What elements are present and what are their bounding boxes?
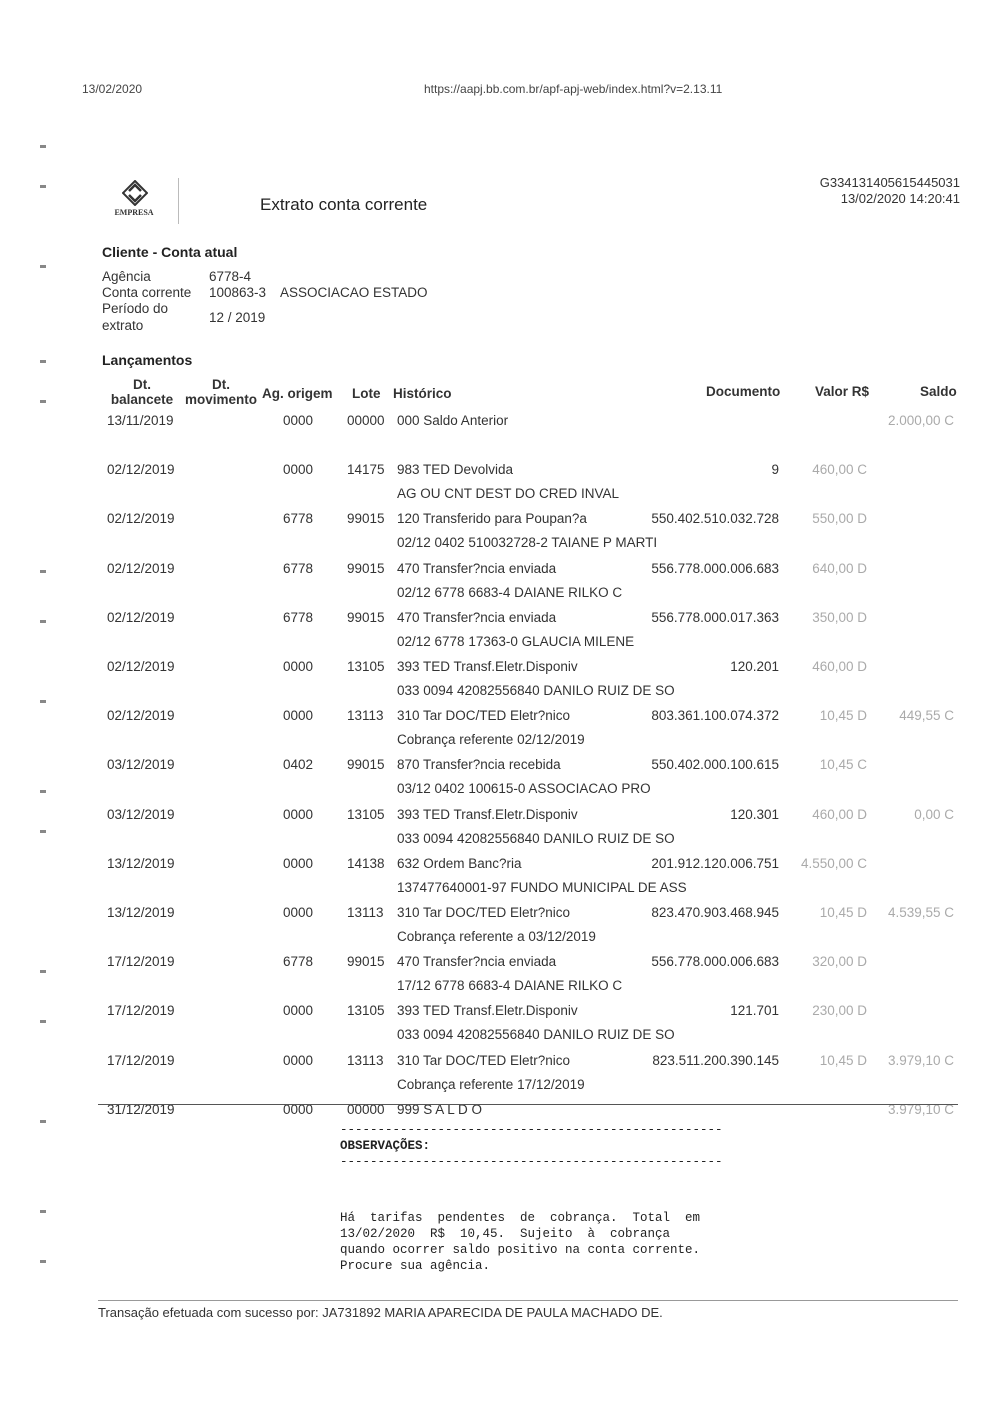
agencia-value: 6778-4 [209, 269, 252, 284]
table-row [0, 954, 992, 1002]
row-documento: 550.402.510.032.728 [651, 511, 779, 527]
row-documento: 201.912.120.006.751 [651, 855, 779, 871]
table-separator [98, 1104, 958, 1105]
table-row [0, 856, 992, 904]
row-documento: 823.511.200.390.145 [652, 1052, 779, 1068]
table-row [0, 561, 992, 609]
table-row [0, 757, 992, 805]
bank-logo [100, 178, 179, 224]
row-historico-detail: Cobrança referente 17/12/2019 [397, 1076, 585, 1092]
row-ag-origem: 0000 [283, 708, 314, 724]
footer-text: Transação efetuada com sucesso por: JA731892 MARIA APARECIDA DE PAULA MACHADO DE. [98, 1305, 663, 1320]
row-ag-origem: 6778 [283, 609, 314, 625]
table-row [0, 807, 992, 855]
row-valor: 320,00 D [812, 954, 867, 970]
row-ag-origem: 6778 [283, 954, 314, 970]
row-documento: 9 [771, 462, 779, 478]
header-dt-movimento-line2: movimento [184, 392, 257, 407]
row-documento: 120.301 [730, 806, 779, 822]
row-historico: 120 Transferido para Poupan?a [397, 511, 587, 527]
row-valor: 10,45 D [819, 708, 867, 724]
row-date: 13/12/2019 [107, 905, 175, 920]
periodo-label-1: Período do [102, 301, 169, 316]
table-row [0, 905, 992, 953]
row-valor: 4.550,00 C [800, 855, 867, 871]
row-lote: 13113 [347, 905, 384, 920]
row-date: 13/11/2019 [107, 413, 174, 428]
row-historico: 393 TED Transf.Eletr.Disponiv [397, 806, 578, 822]
row-lote: 13105 [347, 659, 385, 674]
row-valor: 460,00 C [812, 462, 867, 478]
row-valor: 230,00 D [812, 1003, 867, 1019]
table-row [0, 1003, 992, 1051]
row-saldo: 3.979,10 C [887, 1052, 954, 1068]
row-valor: 550,00 D [812, 511, 867, 527]
row-valor: 350,00 D [812, 609, 867, 625]
row-ag-origem: 0000 [283, 905, 314, 920]
footer-separator [98, 1300, 958, 1301]
transaction-datetime: 13/02/2020 14:20:41 [840, 191, 960, 206]
row-lote: 13113 [347, 1052, 384, 1068]
row-date: 13/12/2019 [107, 855, 175, 871]
row-historico-detail: 17/12 6778 6683-4 DAIANE RILKO C [397, 978, 623, 994]
row-historico-detail: 02/12 0402 510032728-2 TAIANE P MARTI [397, 535, 658, 551]
obs-dashes-top: --------------------------------------------------- [340, 1123, 723, 1137]
row-lote: 99015 [347, 511, 385, 527]
row-lote: 00000 [347, 413, 385, 428]
row-date: 17/12/2019 [107, 1052, 175, 1068]
row-valor: 460,00 D [812, 806, 867, 822]
row-valor: 640,00 D [812, 560, 867, 576]
header-documento: Documento [706, 384, 781, 399]
obs-line-2: 13/02/2020 R$ 10,45. Sujeito à cobrança [340, 1227, 671, 1241]
row-documento: 803.361.100.074.372 [651, 708, 779, 724]
row-lote: 99015 [347, 609, 385, 625]
row-historico-detail: AG OU CNT DEST DO CRED INVAL [397, 486, 620, 502]
row-historico: 470 Transfer?ncia enviada [397, 954, 557, 970]
row-historico-detail: 137477640001-97 FUNDO MUNICIPAL DE ASS [397, 879, 687, 895]
transaction-id: G334131405615445031 [819, 175, 960, 190]
periodo-value: 12 / 2019 [209, 310, 266, 325]
row-historico: 632 Ordem Banc?ria [397, 855, 522, 871]
page-url: https://aapj.bb.com.br/apf-apj-web/index.html?v=2.13.11 [424, 82, 723, 96]
row-date: 03/12/2019 [107, 806, 175, 822]
row-historico: 000 Saldo Anterior [397, 413, 509, 428]
row-documento: 556.778.000.017.363 [651, 609, 779, 625]
row-ag-origem: 0000 [283, 1101, 314, 1117]
row-documento: 556.778.000.006.683 [651, 560, 779, 576]
row-lote: 99015 [347, 757, 385, 773]
row-lote: 13113 [347, 708, 384, 724]
row-lote: 99015 [347, 954, 385, 970]
agencia-label: Agência [102, 269, 151, 284]
header-dt-movimento-line1: Dt. [212, 377, 230, 392]
header-ag-origem: Ag. origem [262, 386, 333, 401]
header-dt-movimento [183, 377, 259, 407]
conta-name: ASSOCIACAO ESTADO [280, 285, 428, 300]
row-valor: 10,45 D [819, 1052, 867, 1068]
table-row [0, 1053, 992, 1101]
obs-line-1: Há tarifas pendentes de cobrança. Total em [340, 1211, 701, 1225]
row-historico-detail: 02/12 6778 6683-4 DAIANE RILKO C [397, 584, 623, 600]
row-lote: 14138 [347, 855, 385, 871]
row-ag-origem: 0000 [283, 855, 314, 871]
row-historico-detail: 033 0094 42082556840 DANILO RUIZ DE SO [397, 1027, 675, 1043]
header-saldo: Saldo [920, 384, 957, 399]
row-documento: 556.778.000.006.683 [651, 954, 779, 970]
row-historico-detail: Cobrança referente a 03/12/2019 [397, 929, 596, 944]
row-date: 31/12/2019 [107, 1101, 175, 1117]
table-row [0, 659, 992, 707]
table-row [0, 610, 992, 658]
row-saldo: 3.979,10 C [887, 1101, 954, 1117]
row-lote: 00000 [347, 1101, 385, 1117]
row-documento: 120.201 [730, 659, 779, 674]
row-ag-origem: 6778 [283, 511, 314, 527]
row-date: 02/12/2019 [107, 708, 175, 724]
lancamentos-section-title: Lançamentos [102, 352, 193, 368]
row-documento: 550.402.000.100.615 [651, 757, 779, 773]
periodo-label-2: extrato [102, 318, 144, 333]
row-ag-origem: 0000 [283, 462, 314, 478]
row-lote: 13105 [347, 806, 385, 822]
header-lote: Lote [352, 386, 381, 401]
row-historico: 470 Transfer?ncia enviada [397, 560, 557, 576]
row-historico-detail: 03/12 0402 100615-0 ASSOCIACAO PRO [397, 781, 651, 797]
bb-logo-icon [122, 180, 148, 206]
row-historico: 393 TED Transf.Eletr.Disponiv [397, 659, 578, 674]
row-saldo: 449,55 C [899, 708, 954, 724]
row-date: 02/12/2019 [107, 462, 175, 478]
table-row [0, 511, 992, 559]
row-historico: 999 S A L D O [397, 1101, 483, 1117]
row-historico: 310 Tar DOC/TED Eletr?nico [397, 708, 571, 724]
conta-value: 100863-3 [209, 285, 267, 300]
row-ag-origem: 0000 [283, 413, 314, 428]
row-date: 17/12/2019 [107, 954, 175, 970]
header-dt-balancete-line1: Dt. [133, 377, 151, 392]
row-historico: 870 Transfer?ncia recebida [397, 757, 561, 773]
transaction-info [820, 175, 960, 207]
row-historico-detail: 033 0094 42082556840 DANILO RUIZ DE SO [397, 683, 675, 698]
row-ag-origem: 0000 [283, 806, 314, 822]
row-historico: 310 Tar DOC/TED Eletr?nico [397, 1052, 571, 1068]
row-ag-origem: 6778 [283, 560, 314, 576]
row-historico: 393 TED Transf.Eletr.Disponiv [397, 1003, 578, 1019]
header-dt-balancete [107, 377, 177, 407]
row-documento: 121.701 [730, 1003, 779, 1019]
row-historico: 983 TED Devolvida [397, 462, 514, 478]
header-dt-balancete-line2: balancete [110, 392, 174, 407]
row-ag-origem: 0000 [283, 1003, 314, 1019]
table-row [0, 413, 992, 461]
obs-line-4: Procure sua agência. [340, 1259, 491, 1273]
row-date: 03/12/2019 [107, 757, 175, 773]
conta-label: Conta corrente [102, 285, 192, 300]
row-ag-origem: 0402 [283, 757, 314, 773]
observacoes-block [340, 1122, 723, 1274]
row-date: 02/12/2019 [107, 609, 175, 625]
obs-dashes-bottom: --------------------------------------------------- [340, 1155, 723, 1169]
row-lote: 13105 [347, 1003, 385, 1019]
row-ag-origem: 0000 [283, 659, 314, 674]
header-valor: Valor R$ [815, 384, 870, 399]
row-historico-detail: 02/12 6778 17363-0 GLAUCIA MILENE [397, 633, 635, 649]
row-lote: 14175 [347, 462, 385, 478]
row-date: 02/12/2019 [107, 659, 175, 674]
row-date: 02/12/2019 [107, 560, 175, 576]
table-row [0, 462, 992, 510]
logo-sub-label: EMPRESA [114, 208, 154, 217]
row-historico-detail: Cobrança referente 02/12/2019 [397, 732, 585, 748]
row-saldo: 0,00 C [914, 806, 954, 822]
row-historico: 310 Tar DOC/TED Eletr?nico [397, 905, 571, 920]
obs-label: OBSERVAÇÕES: [340, 1139, 431, 1153]
row-valor: 460,00 D [812, 659, 867, 674]
cliente-section-title: Cliente - Conta atual [102, 244, 238, 260]
row-saldo: 4.539,55 C [887, 905, 954, 920]
row-saldo: 2.000,00 C [887, 413, 954, 428]
row-date: 17/12/2019 [107, 1003, 175, 1019]
row-valor: 10,45 D [819, 905, 867, 920]
print-date: 13/02/2020 [82, 82, 143, 96]
row-historico: 470 Transfer?ncia enviada [397, 609, 557, 625]
row-valor: 10,45 C [819, 757, 867, 773]
obs-line-3: quando ocorrer saldo positivo na conta corrente. [340, 1243, 701, 1257]
row-documento: 823.470.903.468.945 [651, 905, 779, 920]
table-row [0, 708, 992, 756]
row-date: 02/12/2019 [107, 511, 175, 527]
row-lote: 99015 [347, 560, 385, 576]
header-historico: Histórico [393, 386, 452, 401]
row-ag-origem: 0000 [283, 1052, 314, 1068]
row-historico-detail: 033 0094 42082556840 DANILO RUIZ DE SO [397, 830, 675, 846]
page-title: Extrato conta corrente [260, 195, 428, 214]
